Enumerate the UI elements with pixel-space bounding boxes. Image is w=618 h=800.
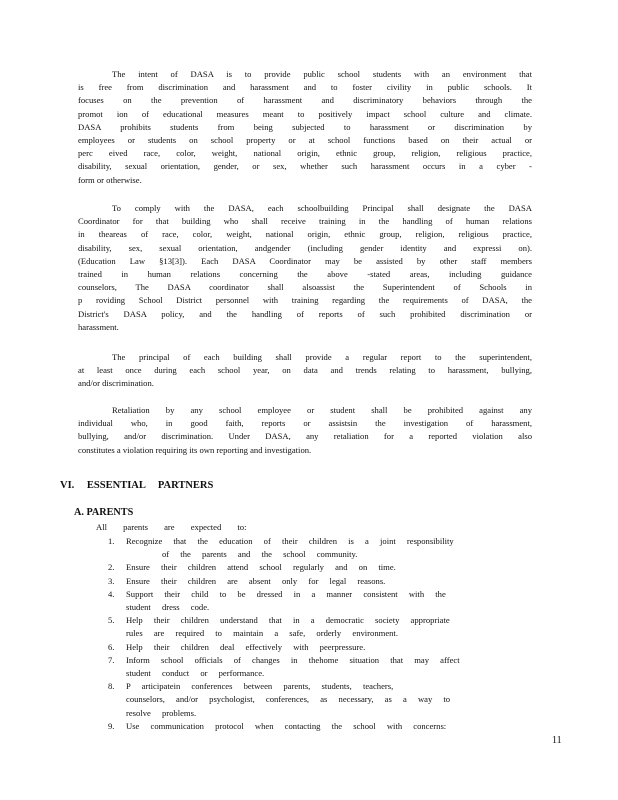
paragraph-line: Retaliation by any school employee or student shall be prohibited against any	[112, 405, 532, 415]
list-item	[108, 654, 488, 680]
paragraph-line: trained in human relations concerning the above -stated areas, including guidance	[78, 269, 532, 280]
paragraph-line: perc eived race, color, weight, national origin, ethnic group, religion, religious practice,	[78, 148, 532, 159]
paragraph-line: disability, sex, sexual orientation, andgender (including gender identity and expressi on).	[78, 242, 532, 253]
paragraph-line: is free from discrimination and harassment and to foster civility in public schools. It	[78, 82, 532, 93]
list-item	[108, 588, 488, 614]
paragraph-line: bullying, and/or discrimination. Under DASA, any retaliation for a reported violation also	[78, 431, 532, 442]
paragraph-line: at least once during each school year, on data and trends relating to harassment, bullying,	[78, 365, 532, 376]
list-item-text: Ensure their children are absent only for legal reasons.	[126, 575, 386, 586]
list-item-text: Use communication protocol when contacting the school with concerns:	[126, 720, 447, 731]
parent-expectations-list	[108, 535, 488, 733]
paragraph-line: constitutes a violation requiring its own reporting and investigation.	[78, 444, 312, 455]
list-item-number: 3.	[108, 575, 115, 586]
list-intro: All parents are expected to:	[96, 522, 247, 532]
list-item-text: Inform school officials of changes in thehome situation that may affect	[126, 654, 460, 665]
list-item	[108, 575, 488, 588]
list-item	[108, 535, 488, 561]
list-item-text: P articipatein conferences between parents, students, teachers,	[126, 681, 394, 692]
paragraph-line: (Education Law §13[3]). Each DASA Coordinator may be assisted by other staff members	[78, 255, 532, 266]
list-item	[108, 561, 488, 574]
list-item-number: 7.	[108, 654, 115, 665]
paragraph-line: form or otherwise.	[78, 174, 142, 185]
paragraph-line: The intent of DASA is to provide public school students with an environment that	[112, 69, 532, 79]
paragraph-line: and/or discrimination.	[78, 378, 154, 389]
section-heading: VI. ESSENTIAL PARTNERS	[60, 480, 214, 491]
paragraph-line: harassment.	[78, 321, 119, 332]
list-item-number: 9.	[108, 720, 115, 731]
list-item-number: 5.	[108, 615, 115, 626]
list-item-text: Ensure their children attend school regularly and on time.	[126, 562, 396, 573]
list-item-number: 2.	[108, 562, 115, 573]
list-item-text: Help their children deal effectively with peerpressure.	[126, 641, 366, 652]
paragraph-line: To comply with the DASA, each schoolbuilding Principal shall designate the DASA	[112, 203, 532, 213]
list-item-number: 4.	[108, 588, 115, 599]
paragraph-line: counselors, The DASA coordinator shall alsoassist the Superintendent of Schools in	[78, 282, 532, 293]
subsection-heading: A. PARENTS	[74, 507, 134, 518]
list-item-number: 6.	[108, 641, 115, 652]
paragraph-dasa-intent	[78, 68, 532, 187]
paragraph-line: focuses on the prevention of harassment and discriminatory behaviors through the	[78, 95, 532, 106]
paragraph-line: DASA prohibits students from being subjected to harassment or discrimination by	[78, 121, 532, 132]
paragraph-retaliation	[78, 404, 532, 457]
paragraph-dasa-coordinator	[78, 202, 532, 334]
list-item-number: 8.	[108, 681, 115, 692]
list-item	[108, 614, 488, 640]
paragraph-line: in theareas of race, color, weight, national origin, ethnic group, religion, religious practice,	[78, 229, 532, 240]
paragraph-principal-report	[78, 351, 532, 391]
page-number: 11	[552, 735, 562, 746]
paragraph-line: disability, sexual orientation, gender, or sex, whether such harassment occurs in a cyber -	[78, 161, 532, 172]
list-item-number: 1.	[108, 536, 115, 546]
paragraph-line: The principal of each building shall provide a regular report to the superintendent,	[112, 352, 532, 362]
list-item-text: Recognize that the education of their children is a joint responsibility	[126, 536, 454, 546]
list-item	[108, 720, 488, 733]
list-item-text: rules are required to maintain a safe, orderly environment.	[126, 628, 398, 639]
paragraph-line: Coordinator for that building who shall receive training in the handling of human relations	[78, 216, 532, 227]
paragraph-line: p roviding School District personnel with training regarding the requirements of DASA, the	[78, 295, 532, 306]
list-item	[108, 680, 488, 720]
paragraph-line: District's DASA policy, and the handling of reports of such prohibited discrimination or	[78, 308, 532, 319]
list-item-text: Help their children understand that in a democratic society appropriate	[126, 615, 450, 626]
paragraph-line: promot ion of educational measures meant to positively impact school culture and climate.	[78, 108, 532, 119]
paragraph-line: employees or students on school property or at school functions based on their actual or	[78, 135, 532, 146]
list-item-text: student conduct or performance.	[126, 668, 265, 679]
list-item-text: student dress code.	[126, 602, 210, 613]
list-item-text: of the parents and the school community.	[162, 549, 358, 560]
list-item	[108, 641, 488, 654]
list-item-text: Support their child to be dressed in a manner consistent with the	[126, 588, 446, 599]
list-item-text: counselors, and/or psychologist, conferences, as necessary, as a way to	[126, 694, 451, 705]
list-item-text: resolve problems.	[126, 707, 197, 718]
paragraph-line: individual who, in good faith, reports or assistsin the investigation of harassment,	[78, 418, 532, 429]
